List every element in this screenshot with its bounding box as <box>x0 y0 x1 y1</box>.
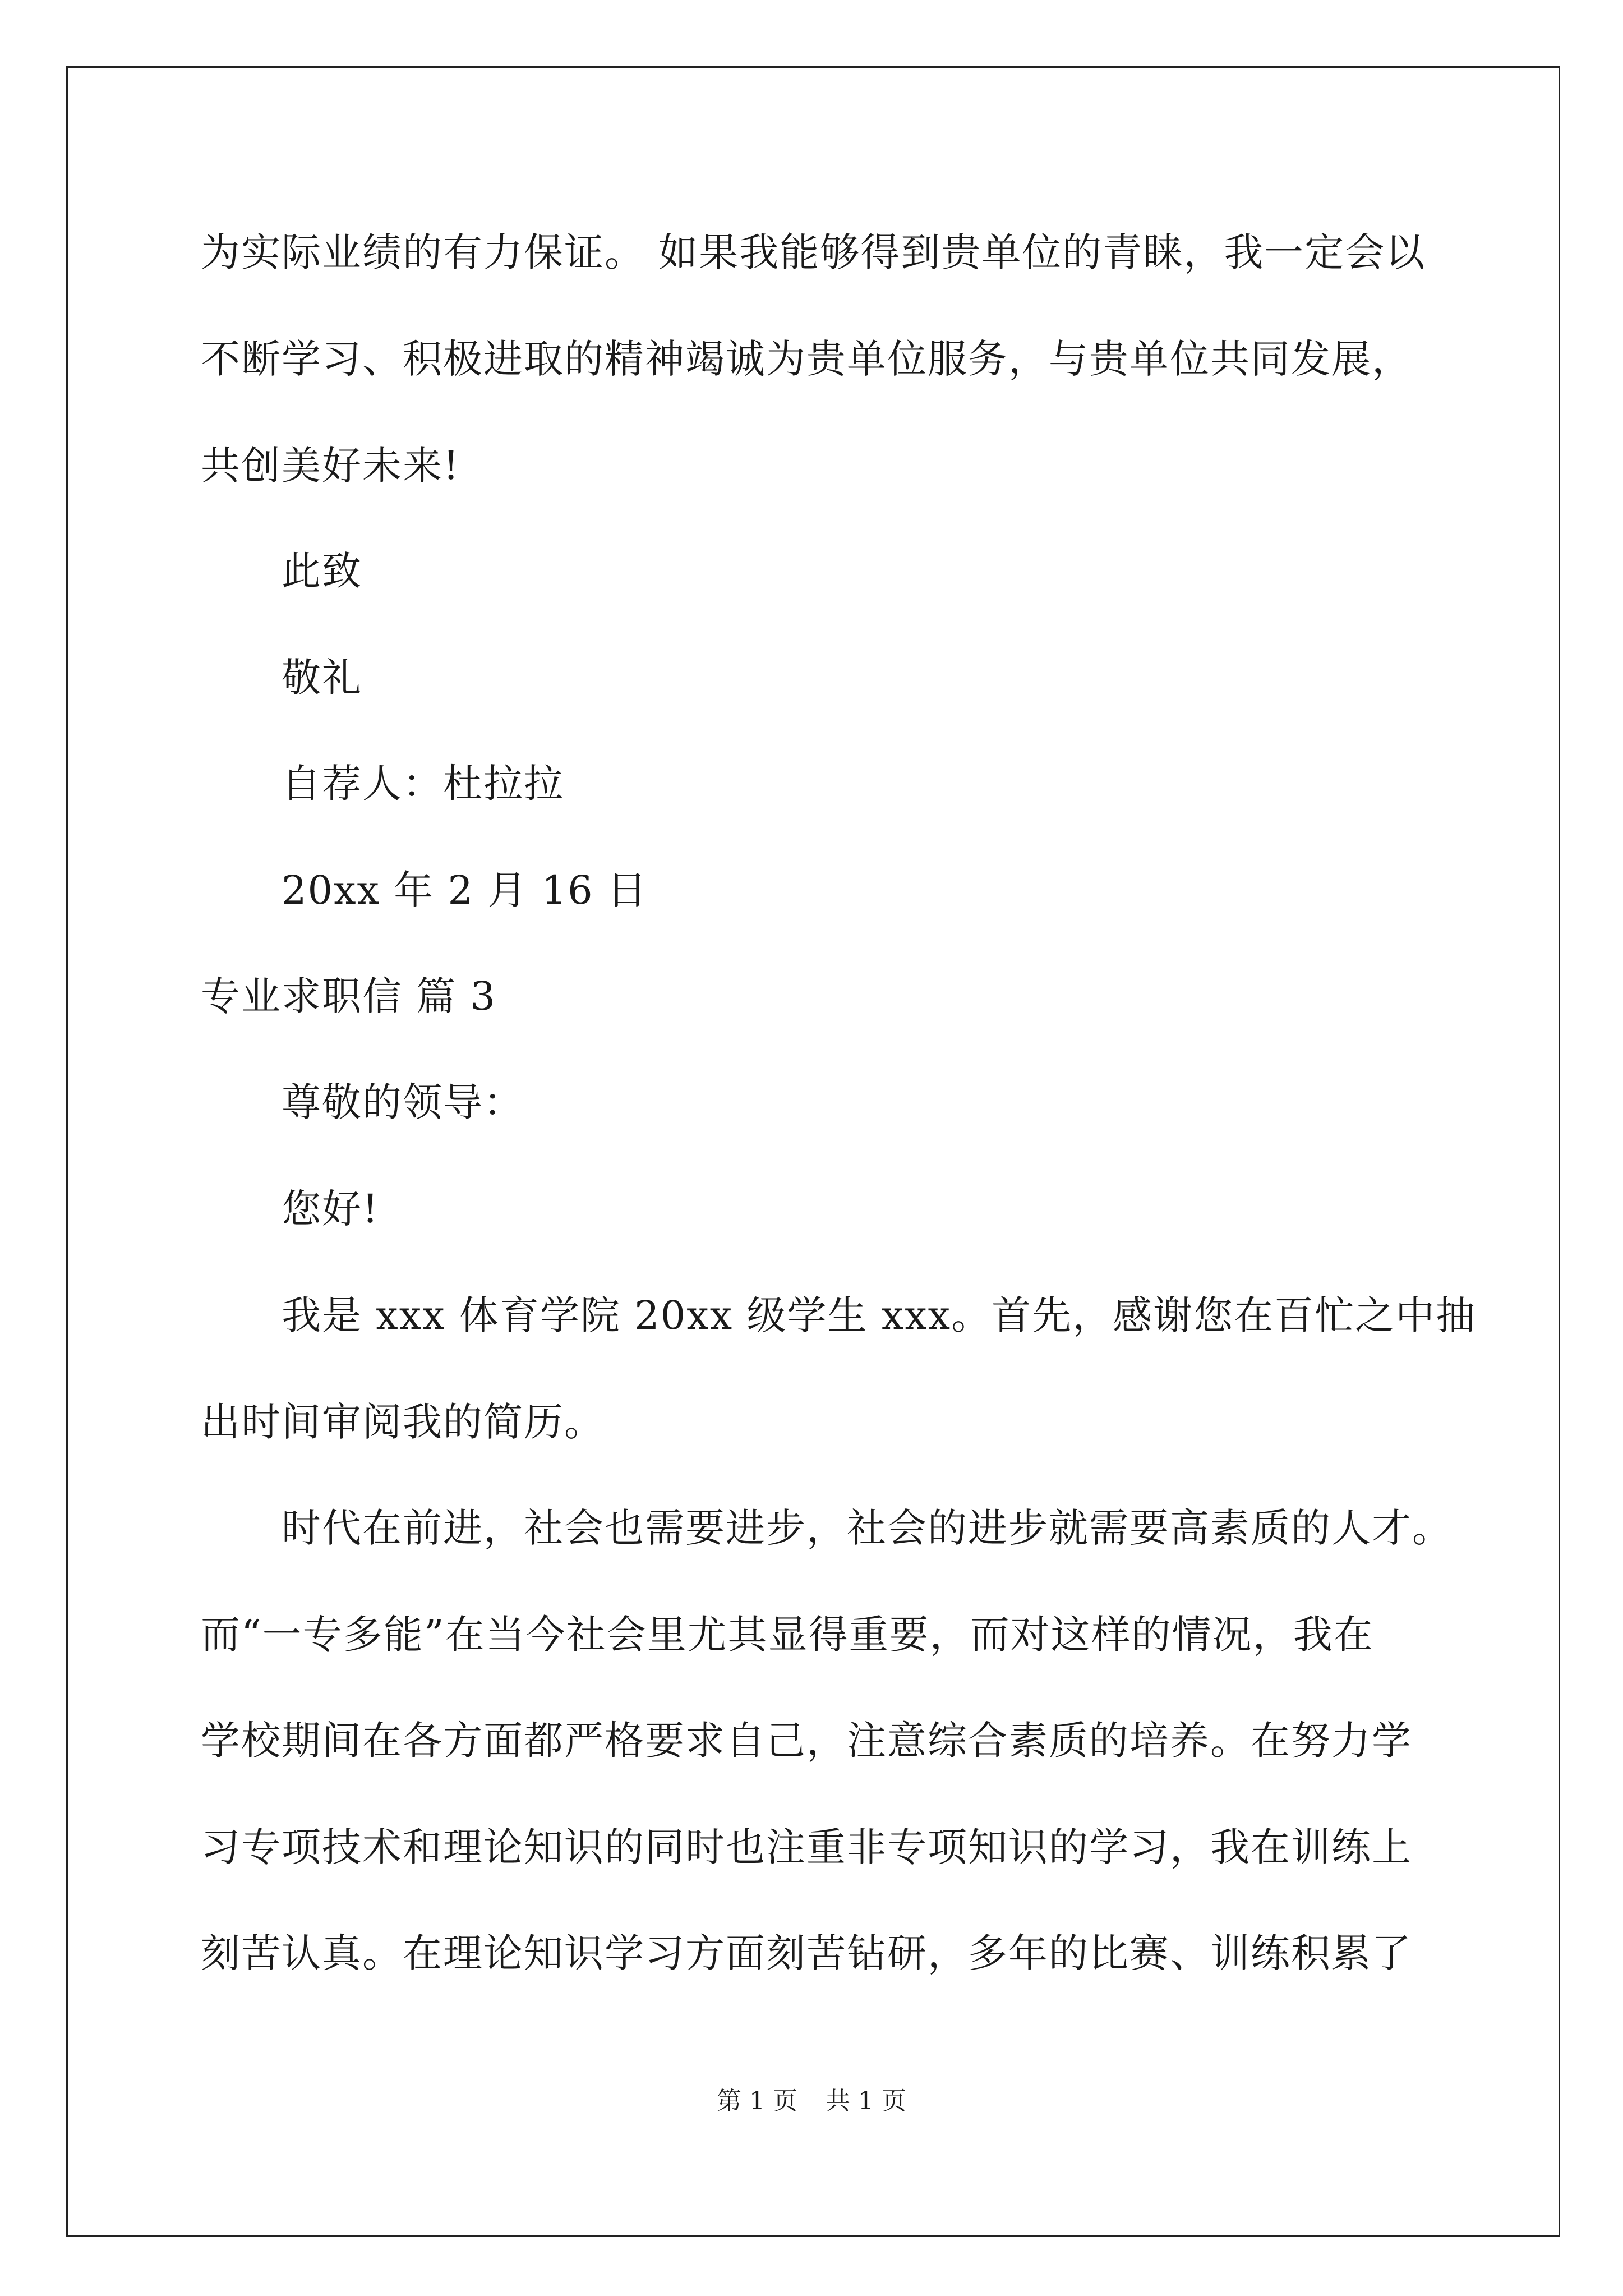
body-line-3: 共创美好未来! <box>201 443 460 489</box>
body-line-13: 时代在前进，社会也需要进步，社会的进步就需要高素质的人才。 <box>282 1505 1453 1551</box>
signature-line: 自荐人：杜拉拉 <box>282 761 564 807</box>
page-border <box>66 66 1560 2237</box>
closing-salutation: 此致 <box>282 548 362 594</box>
closing-regards: 敬礼 <box>282 655 362 701</box>
body-line-1: 为实际业绩的有力保证。 如果我能够得到贵单位的青睐，我一定会以 <box>201 229 1426 275</box>
body-line-2: 不断学习、积极进取的精神竭诚为贵单位服务，与贵单位共同发展， <box>201 336 1412 382</box>
hello-line: 您好! <box>282 1186 380 1232</box>
body-line-15: 学校期间在各方面都严格要求自己，注意综合素质的培养。在努力学 <box>201 1718 1412 1764</box>
body-line-11: 我是 xxx 体育学院 20xx 级学生 xxx。首先，感谢您在百忙之中抽 <box>282 1292 1477 1338</box>
page-footer <box>0 2086 1623 2117</box>
body-line-16: 习专项技术和理论知识的同时也注重非专项知识的学习，我在训练上 <box>201 1824 1412 1870</box>
body-line-14: 而“一专多能”在当今社会里尤其显得重要，而对这样的情况，我在 <box>201 1612 1374 1658</box>
date-line: 20xx 年 2 月 16 日 <box>282 867 648 913</box>
page-number-current: 第 1 页 <box>717 2087 797 2115</box>
body-line-17: 刻苦认真。在理论知识学习方面刻苦钻研，多年的比赛、训练积累了 <box>201 1930 1412 1976</box>
page-number-total: 共 1 页 <box>826 2087 906 2115</box>
body-line-12: 出时间审阅我的简历。 <box>201 1399 605 1445</box>
greeting-line: 尊敬的领导： <box>282 1079 524 1125</box>
section-heading: 专业求职信 篇 3 <box>201 973 497 1019</box>
